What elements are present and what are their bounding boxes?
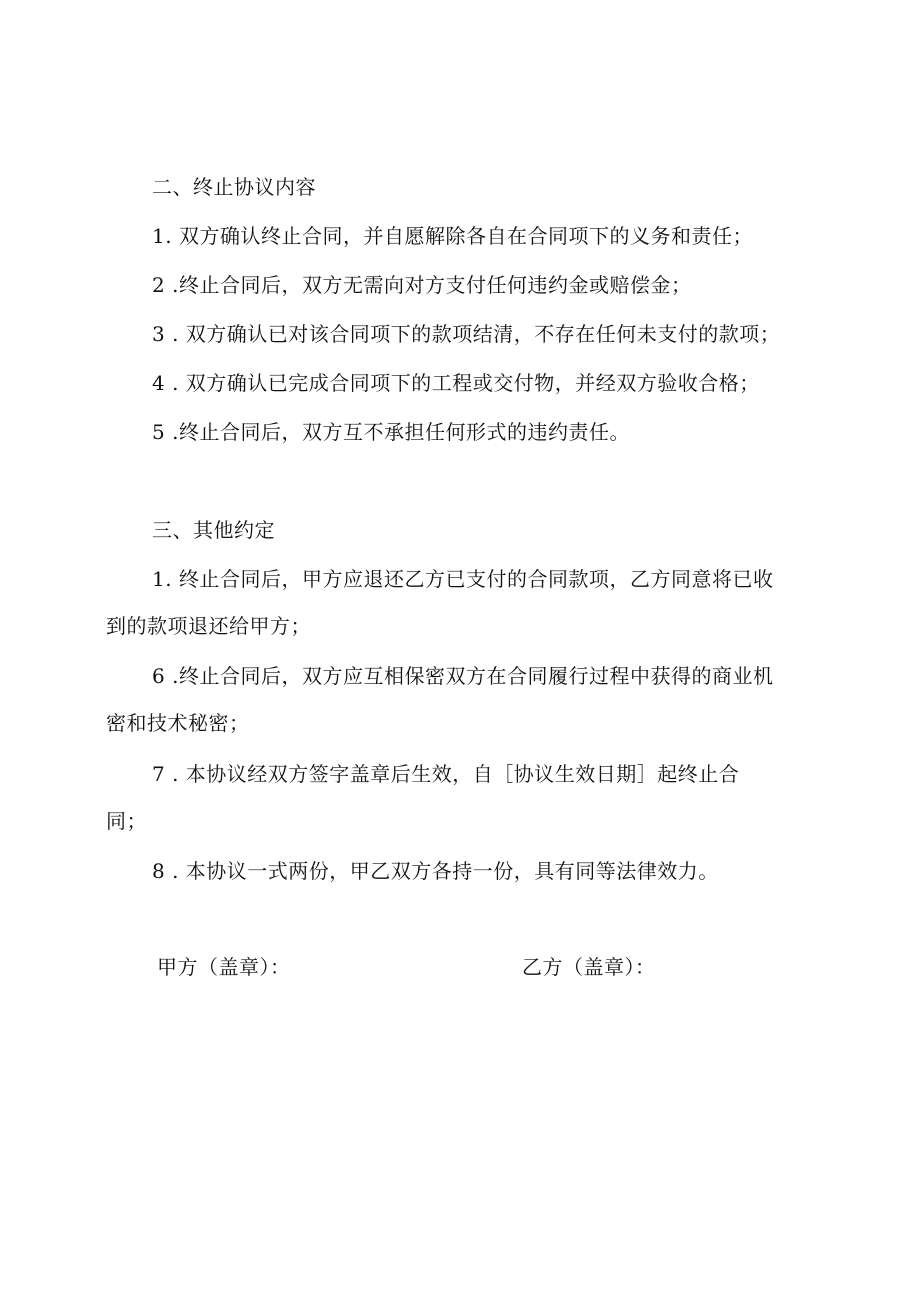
section-3-item-7-line-2: 同； <box>106 809 147 833</box>
section-3-item-6-line-2: 密和技术秘密； <box>106 711 250 735</box>
section-3-item-7-line-1: 7 . 本协议经双方签字盖章后生效，自［协议生效日期］起终止合 <box>152 762 740 786</box>
section-3-item-1-line-2: 到的款项退还给甲方； <box>106 614 311 638</box>
section-3-heading: 三、其他约定 <box>152 518 275 542</box>
party-b-seal-label: 乙方（盖章）： <box>522 955 656 979</box>
party-a-seal-label: 甲方（盖章）： <box>157 955 291 979</box>
section-2-item-1: 1. 双方确认终止合同，并自愿解除各自在合同项下的义务和责任； <box>152 224 753 248</box>
section-2-item-3: 3 . 双方确认已对该合同项下的款项结清，不存在任何未支付的款项； <box>152 322 781 346</box>
section-3-item-6-line-1: 6 .终止合同后，双方应互相保密双方在合同履行过程中获得的商业机 <box>152 664 774 688</box>
section-3-item-8: 8 . 本协议一式两份，甲乙双方各持一份，具有同等法律效力。 <box>152 859 719 883</box>
section-2-item-5: 5 .终止合同后，双方互不承担任何形式的违约责任。 <box>152 420 630 444</box>
section-2-item-2: 2 .终止合同后，双方无需向对方支付任何违约金或赔偿金； <box>152 273 692 297</box>
section-3-item-1-line-1: 1. 终止合同后，甲方应退还乙方已支付的合同款项，乙方同意将已收 <box>152 567 774 591</box>
section-2-heading: 二、终止协议内容 <box>152 175 316 199</box>
section-2-item-4: 4 . 双方确认已完成合同项下的工程或交付物，并经双方验收合格； <box>152 371 760 395</box>
